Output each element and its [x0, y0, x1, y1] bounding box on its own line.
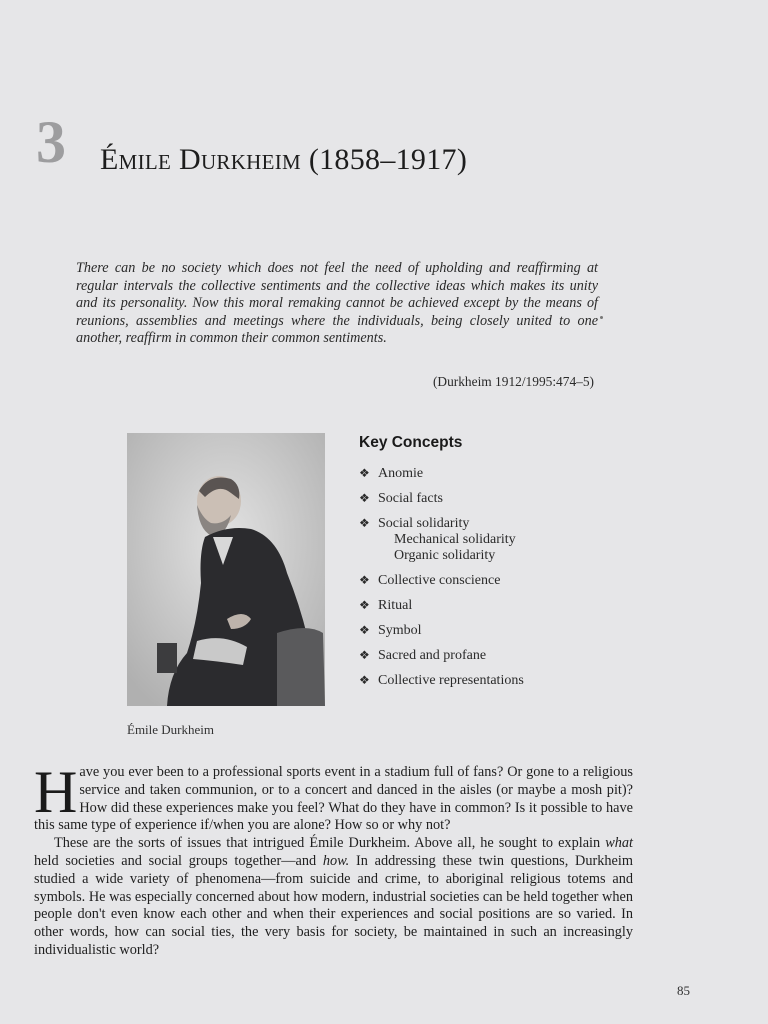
diamond-bullet-icon: ❖	[359, 623, 370, 637]
diamond-bullet-icon: ❖	[359, 673, 370, 687]
list-item: ❖ Collective representations	[359, 673, 524, 688]
epigraph-citation: (Durkheim 1912/1995:474–5)	[432, 374, 594, 389]
diamond-bullet-icon: ❖	[359, 648, 370, 662]
key-concepts-list	[359, 466, 659, 698]
diamond-bullet-icon: ❖	[359, 573, 370, 587]
chapter-number: 3	[36, 109, 66, 175]
durkheim-portrait-photo	[127, 433, 325, 706]
scan-speck	[600, 316, 603, 319]
drop-cap: H	[34, 759, 78, 825]
portrait-illustration	[127, 433, 325, 706]
list-item: ❖ Collective conscience	[359, 573, 501, 588]
title-first-name: mile	[118, 143, 179, 176]
title-prefix: É	[100, 143, 119, 176]
title-last-name: urkheim	[200, 143, 302, 176]
list-item: ❖ Symbol	[359, 623, 422, 638]
list-item: ❖ Ritual	[359, 598, 413, 613]
epigraph-quote: There can be no society which does not feel the need of upholding and reaffirming at regular intervals the collective sentiments and the collective ideas which makes its unity and its personality. Now this moral remaking cannot be achieved except by the means of reunions, assemblies and meetings where the individuals, being closely united to one another, reaffirm in common their common sentiments.	[76, 260, 598, 347]
chapter-title	[100, 143, 467, 177]
diamond-bullet-icon: ❖	[359, 516, 370, 530]
title-dates: (1858–1917)	[301, 143, 468, 176]
list-item: ❖ Social solidarity Mechanical solidarity Organic solidarity	[359, 516, 659, 564]
key-concepts-heading: Key Concepts	[359, 434, 463, 451]
sub-list-item: Mechanical solidarity	[394, 532, 516, 547]
diamond-bullet-icon: ❖	[359, 491, 370, 505]
list-item: ❖ Sacred and profane	[359, 648, 487, 663]
paragraph-1: Have you ever been to a professional sports event in a stadium full of fans? Or gone to a religious service and taken communion, or to a concert and danced in the aisles (or maybe a mosh pit)? How did these experiences make you feel? What do they have in common? Is it possible to have this same type of experience if/when you are alone? How so or why not?	[34, 759, 633, 834]
page-number: 85	[677, 983, 690, 998]
photo-caption: Émile Durkheim	[127, 722, 215, 737]
diamond-bullet-icon: ❖	[359, 598, 370, 612]
list-item: ❖ Anomie	[359, 466, 424, 481]
body-text	[34, 759, 633, 960]
title-d: D	[178, 143, 201, 176]
sub-list-item: Organic solidarity	[394, 548, 496, 563]
list-item: ❖ Social facts	[359, 491, 443, 506]
paragraph-2: These are the sorts of issues that intrigued Émile Durkheim. Above all, he sought to explain what held societies and social groups together—and how. In addressing these twin questions, Durkheim studied a wide variety of phenomena—from suicide and crime, to aboriginal religious totems and symbols. He was especially concerned about how modern, industrial societies can be held together when people don't even know each other and when their experiences and social positions are so varied. In other words, how can social ties, the very basis for society, be maintained in such an increasingly individualistic world?	[34, 835, 633, 958]
diamond-bullet-icon: ❖	[359, 466, 370, 480]
